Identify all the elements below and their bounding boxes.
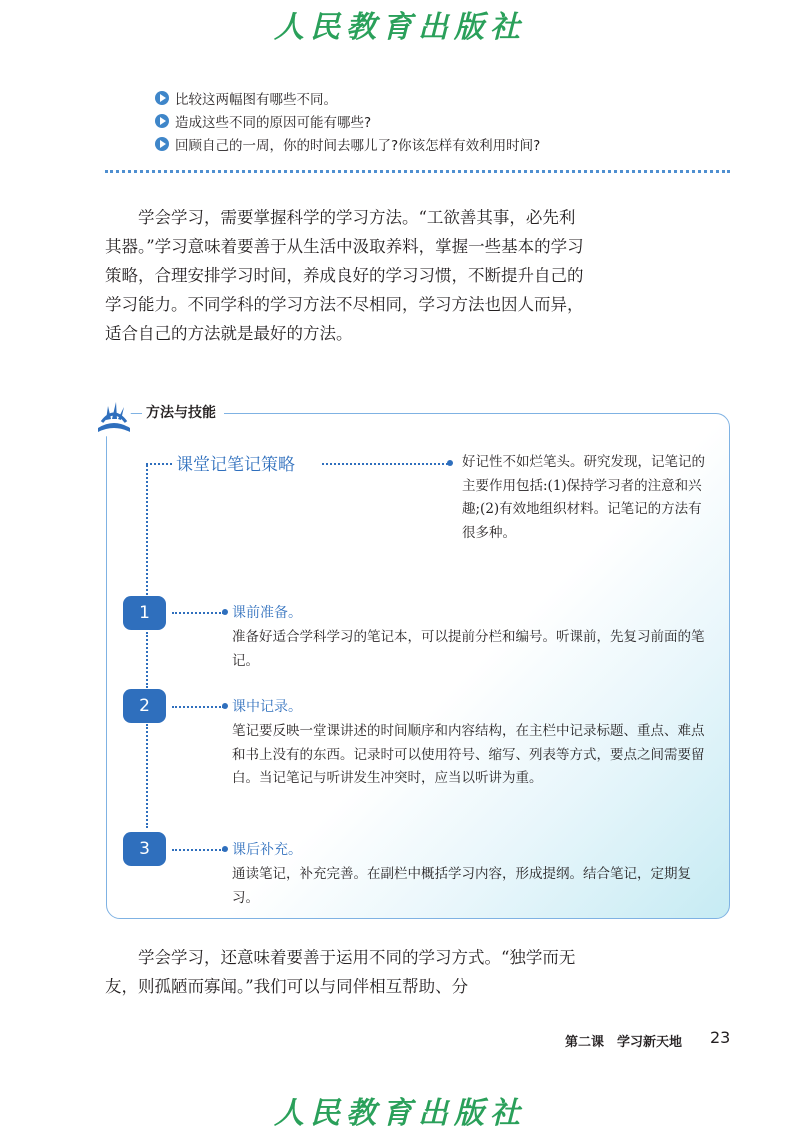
dotted-connector	[172, 849, 224, 851]
question-text: 造成这些不同的原因可能有哪些?	[175, 114, 372, 131]
timeline-connector	[146, 724, 148, 828]
lesson-title: 第二课 学习新天地	[565, 1035, 683, 1050]
arrow-bullet-icon	[155, 137, 169, 151]
dotted-connector	[322, 463, 448, 465]
step-number-badge: 2	[123, 689, 166, 723]
body-paragraph: 学会学习，需要掌握科学的学习方法。“工欲善其事，必先利其器。”学习意味着要善于从生活中汲取养料，掌握一些基本的学习策略，合理安排学习时间，养成良好的学习习惯，不断提升自己的学习能力。不同学科的学习方法不尽相同，学习方法也因人而异，适合自己的方法就是最好的方法。	[105, 208, 584, 343]
timeline-connector	[146, 632, 148, 688]
arrow-bullet-icon	[155, 91, 169, 105]
skills-logo-icon	[94, 398, 134, 440]
step-number-badge: 1	[123, 596, 166, 630]
step-number-badge: 3	[123, 832, 166, 866]
publisher-watermark-top: 人民教育出版社	[274, 10, 526, 45]
list-item	[155, 109, 540, 132]
connector-dot	[222, 846, 228, 852]
body-paragraph: 学会学习，还意味着要善于运用不同的学习方式。“独学而无友，则孤陋而寡闻。”我们可以与同伴相互帮助、分	[105, 948, 576, 996]
step-heading: 课中记录。	[232, 699, 302, 715]
connector-dot	[222, 703, 228, 709]
step-body: 通读笔记，补充完善。在副栏中概括学习内容，形成提纲。结合笔记，定期复习。	[232, 866, 691, 906]
dotted-connector	[146, 463, 172, 465]
question-list	[155, 86, 540, 155]
step-heading: 课后补充。	[232, 842, 302, 858]
publisher-watermark-bottom: 人民教育出版社	[274, 1096, 526, 1131]
step-body: 笔记要反映一堂课讲述的时间顺序和内容结构，在主栏中记录标题、重点、难点和书上没有的东西。记录时可以使用符号、缩写、列表等方式，要点之间需要留白。当记笔记与听讲发生冲突时，应当以听讲为重。	[232, 723, 705, 786]
box-title: 方法与技能	[142, 402, 224, 422]
step-body: 准备好适合学科学习的笔记本，可以提前分栏和编号。听课前，先复习前面的笔记。	[232, 629, 705, 669]
arrow-bullet-icon	[155, 114, 169, 128]
list-item	[155, 86, 540, 109]
connector-dot	[222, 609, 228, 615]
page-number: 23	[710, 1028, 731, 1047]
question-text: 回顾自己的一周，你的时间去哪儿了?你该怎样有效利用时间?	[175, 137, 541, 154]
dotted-divider	[105, 170, 730, 173]
strategy-title: 课堂记笔记策略	[176, 455, 295, 475]
dotted-connector	[172, 612, 224, 614]
list-item	[155, 132, 540, 155]
strategy-intro: 好记性不如烂笔头。研究发现，记笔记的主要作用包括:(1)保持学习者的注意和兴趣;(2)有效地组织材料。记笔记的方法有很多种。	[462, 454, 705, 541]
dotted-connector	[172, 706, 224, 708]
question-text: 比较这两幅图有哪些不同。	[175, 91, 337, 108]
step-heading: 课前准备。	[232, 605, 302, 621]
timeline-connector	[146, 465, 148, 595]
connector-dot	[447, 460, 453, 466]
